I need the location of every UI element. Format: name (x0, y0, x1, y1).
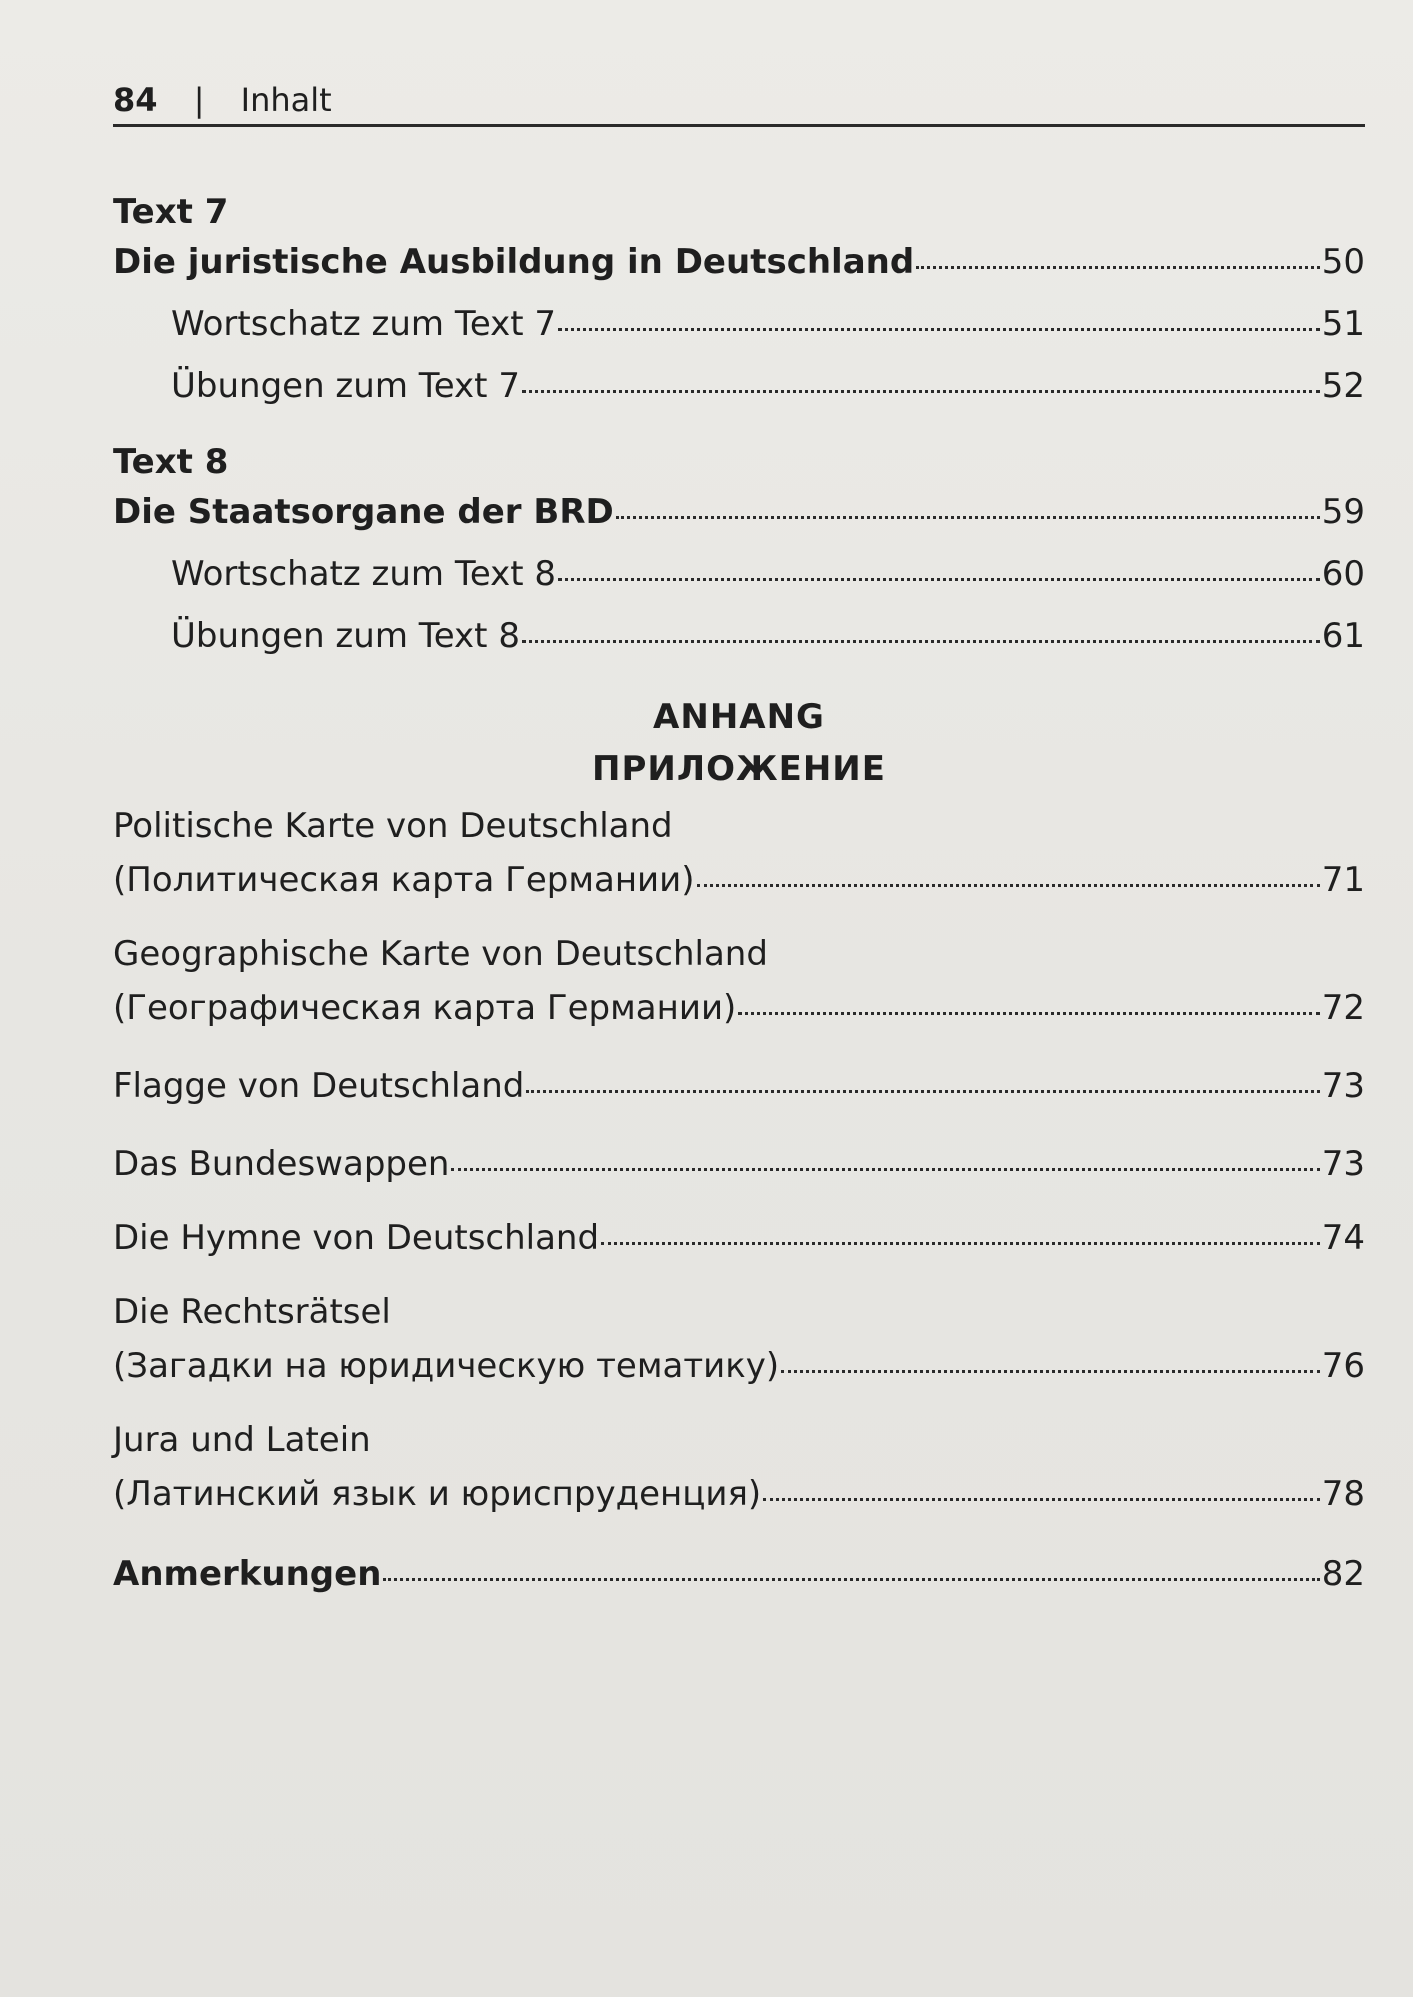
entry-page: 73 (1321, 1066, 1365, 1106)
entry-label: Übungen zum Text 7 (171, 366, 520, 406)
entry-page: 61 (1321, 616, 1365, 656)
entry-label: Die Hymne von Deutschland (113, 1218, 600, 1258)
toc-entry-main[interactable] (113, 240, 1365, 284)
entry-label: (Политическая карта Германии) (113, 860, 695, 900)
appendix-entry[interactable] (113, 1418, 1365, 1516)
running-header (113, 80, 1365, 127)
section-heading: Text 8 (113, 442, 229, 482)
entry-label: (Латинский язык и юриспруденция) (113, 1474, 762, 1514)
entry-label: Anmerkungen (113, 1554, 382, 1594)
entry-line-2 (113, 858, 1365, 902)
leader-dots (451, 1168, 1319, 1171)
leader-dots (763, 1498, 1320, 1501)
leader-dots (526, 1090, 1319, 1093)
section-heading: Text 7 (113, 192, 229, 232)
leader-dots (558, 578, 1320, 581)
header-separator: | (193, 81, 205, 119)
entry-page: 50 (1321, 242, 1365, 282)
entry-label: Die juristische Ausbildung in Deutschland (113, 242, 915, 282)
entry-page: 82 (1321, 1554, 1365, 1594)
leader-dots (616, 516, 1320, 519)
appendix-entry[interactable] (113, 1216, 1365, 1260)
leader-dots (522, 390, 1320, 393)
entry-line-1: Geographische Karte von Deutschland (113, 934, 768, 974)
entry-label: Wortschatz zum Text 8 (171, 554, 557, 594)
entry-line-1: Politische Karte von Deutschland (113, 806, 673, 846)
entry-label: (Географическая карта Германии) (113, 988, 737, 1028)
leader-dots (522, 640, 1320, 643)
header-title: Inhalt (240, 81, 332, 119)
entry-line-2 (113, 1344, 1365, 1388)
entry-label: Wortschatz zum Text 7 (171, 304, 557, 344)
appendix-entry[interactable] (113, 804, 1365, 902)
entry-label: Übungen zum Text 8 (171, 616, 520, 656)
entry-line-1: Die Rechtsrätsel (113, 1292, 391, 1332)
appendix-title-ru: ПРИЛОЖЕНИЕ (592, 749, 886, 789)
leader-dots (558, 328, 1320, 331)
entry-page: 71 (1321, 860, 1365, 900)
entry-line-1: Jura und Latein (113, 1420, 371, 1460)
entry-line-2 (113, 986, 1365, 1030)
toc-entry-main[interactable] (113, 490, 1365, 534)
entry-label: Flagge von Deutschland (113, 1066, 525, 1106)
page-number: 84 (113, 81, 158, 119)
leader-dots (601, 1242, 1320, 1245)
appendix-notes-entry[interactable] (113, 1552, 1365, 1596)
entry-page: 59 (1321, 492, 1365, 532)
appendix-section (113, 694, 1365, 1596)
toc-entry-sub[interactable] (113, 552, 1365, 596)
entry-page: 78 (1321, 1474, 1365, 1514)
entry-page: 73 (1321, 1144, 1365, 1184)
entry-page: 51 (1321, 304, 1365, 344)
leader-dots (383, 1578, 1319, 1581)
appendix-entry[interactable] (113, 1290, 1365, 1388)
appendix-title-de: ANHANG (653, 697, 825, 737)
leader-dots (916, 266, 1320, 269)
entry-page: 52 (1321, 366, 1365, 406)
entry-page: 76 (1321, 1346, 1365, 1386)
toc-section-text-8 (113, 440, 1365, 658)
entry-page: 72 (1321, 988, 1365, 1028)
entry-page: 74 (1321, 1218, 1365, 1258)
entry-label: Die Staatsorgane der BRD (113, 492, 614, 532)
entry-label: (Загадки на юридическую тематику) (113, 1346, 780, 1386)
leader-dots (697, 884, 1320, 887)
toc-entry-sub[interactable] (113, 302, 1365, 346)
entry-line-2 (113, 1472, 1365, 1516)
leader-dots (781, 1370, 1320, 1373)
entry-label: Das Bundeswappen (113, 1144, 450, 1184)
appendix-entry[interactable] (113, 932, 1365, 1030)
table-of-contents (113, 180, 1365, 1596)
toc-entry-sub[interactable] (113, 364, 1365, 408)
entry-page: 60 (1321, 554, 1365, 594)
toc-entry-sub[interactable] (113, 614, 1365, 658)
appendix-entry[interactable] (113, 1064, 1365, 1108)
appendix-entry[interactable] (113, 1142, 1365, 1186)
toc-section-text-7 (113, 190, 1365, 408)
leader-dots (738, 1012, 1319, 1015)
